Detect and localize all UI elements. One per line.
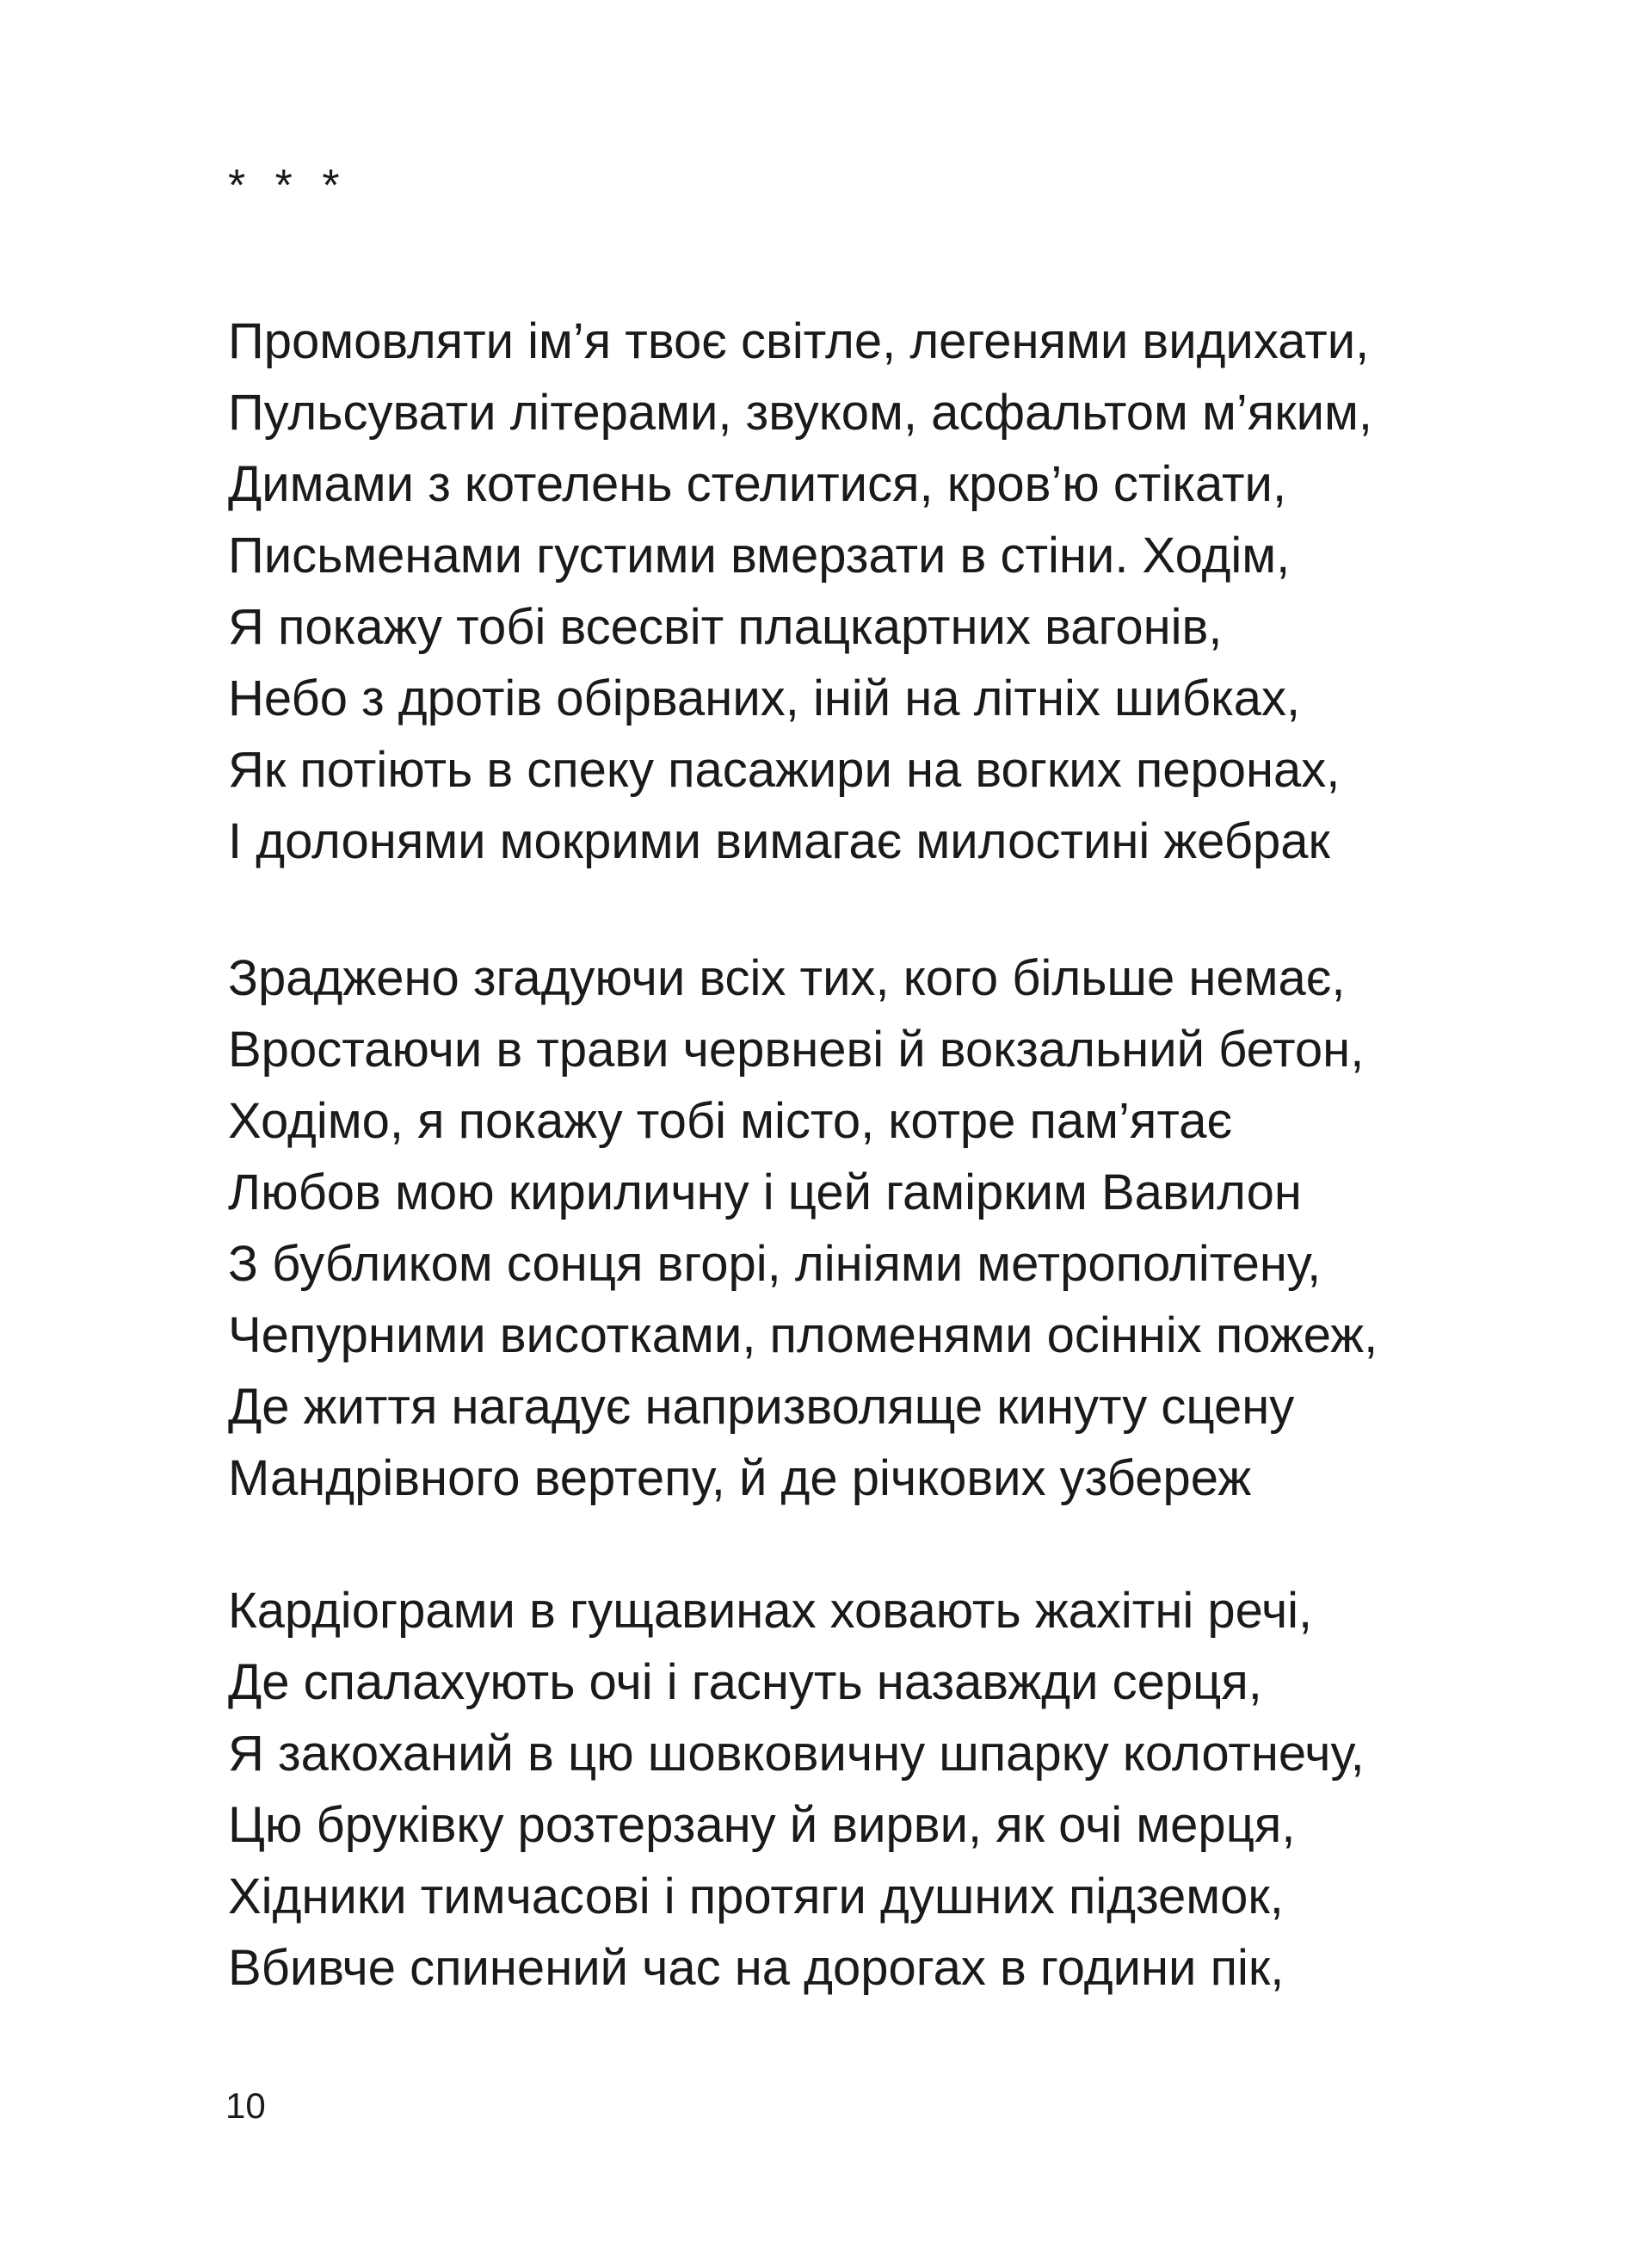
- stanza-2: [228, 942, 1378, 1514]
- verse-line: Я покажу тобі всесвіт плацкартних вагонів,: [228, 599, 1223, 655]
- verse-line: Пульсувати літерами, звуком, асфальтом м’яким,: [228, 385, 1372, 441]
- verse-line: Зраджено згадуючи всіх тих, кого більше немає,: [228, 950, 1346, 1006]
- verse-line: І долонями мокрими вимагає милостині жебрак: [228, 813, 1330, 869]
- verse-line: Кардіограми в гущавинах ховають жахітні речі,: [228, 1583, 1313, 1639]
- verse-line: Вростаючи в трави червневі й вокзальний бетон,: [228, 1022, 1365, 1078]
- verse-line: Де життя нагадує напризволяще кинуту сцену: [228, 1379, 1295, 1435]
- verse-line: Як потіють в спеку пасажири на вогких перонах,: [228, 742, 1341, 798]
- verse-line: Ходімо, я покажу тобі місто, котре пам’ятає: [228, 1093, 1233, 1149]
- verse-line: Вбивче спинений час на дорогах в години пік,: [228, 1940, 1285, 1996]
- section-separator: * * *: [228, 161, 348, 211]
- verse-line: Любов мою кириличну і цей гамірким Вавилон: [228, 1164, 1302, 1220]
- verse-line: Небо з дротів обірваних, іній на літніх шибках,: [228, 670, 1301, 726]
- verse-line: Мандрівного вертепу, й де річкових узбереж: [228, 1450, 1252, 1506]
- verse-line: Димами з котелень стелитися, кров’ю стікати,: [228, 456, 1287, 512]
- verse-line: Промовляти ім’я твоє світле, легенями видихати,: [228, 313, 1370, 369]
- verse-line: Я закоханий в цю шовковичну шпарку колотнечу,: [228, 1726, 1365, 1782]
- verse-line: З бубликом сонця вгорі, лініями метрополітену,: [228, 1236, 1322, 1292]
- verse-line: Письменами густими вмерзати в стіни. Ходім,: [228, 528, 1291, 584]
- verse-line: Чепурними висотками, пломенями осінніх пожеж,: [228, 1307, 1378, 1363]
- verse-line: Хідники тимчасові і протяги душних підземок,: [228, 1868, 1284, 1924]
- stanza-3: [228, 1575, 1365, 2004]
- page-number: 10: [225, 2085, 266, 2126]
- verse-line: Де спалахують очі і гаснуть назавжди серця,: [228, 1654, 1262, 1710]
- verse-line: Цю бруківку розтерзану й вирви, як очі мерця,: [228, 1797, 1296, 1853]
- stanza-1: [228, 306, 1372, 877]
